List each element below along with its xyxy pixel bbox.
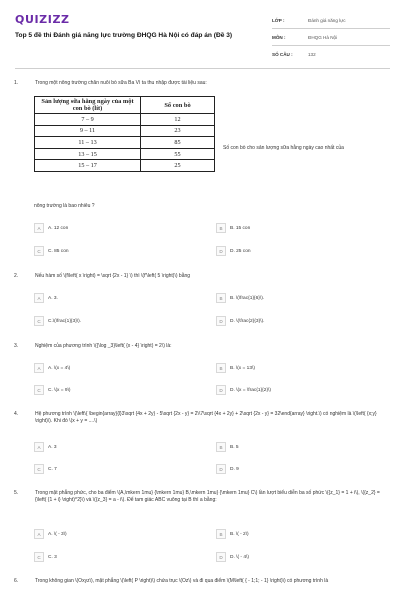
option-letter-box: C xyxy=(34,246,44,256)
option-text: C.\(\frac{1}{3}\). xyxy=(48,318,82,324)
table-cell: 23 xyxy=(141,125,215,137)
option-d[interactable] xyxy=(216,245,356,257)
table-row xyxy=(35,148,215,160)
option-text: A. 12 con xyxy=(48,225,69,231)
question-number: 1. xyxy=(14,80,19,86)
option-letter-box: C xyxy=(34,464,44,474)
option-letter-box: A xyxy=(34,442,44,452)
question-text: Nghiệm của phương trình \({\log _3}\left( {x - 4} \right) = 2\) là: xyxy=(35,343,172,349)
question-text: Trong không gian \(Oxyz\), mặt phẳng \(\left( P \right)\) chứa trục \(Oz\) và đi qua điểm \(M\left( { - 1;1; - 1} \right)\) có phương trình là xyxy=(35,578,329,584)
meta-row-class xyxy=(272,12,390,29)
quizizz-logo: QUIZIZZ xyxy=(15,13,70,26)
meta-row-subject xyxy=(272,29,390,46)
question-side-text: Số con bò cho sản lượng sữa hằng ngày cao nhất của xyxy=(223,145,344,151)
option-text: B. 5 xyxy=(230,444,239,450)
option-a[interactable] xyxy=(34,362,174,374)
option-text: A. 3 xyxy=(48,444,57,450)
option-d[interactable] xyxy=(216,315,356,327)
question-text-continued: nông trường là bao nhiêu ? xyxy=(34,203,95,209)
option-letter-box: B xyxy=(216,223,226,233)
option-text: B. \( - 2\) xyxy=(230,531,249,537)
option-text: C. 85 con xyxy=(48,248,69,254)
question-number: 4. xyxy=(14,411,19,417)
question-number: 2. xyxy=(14,273,19,279)
table-header: Số con bò xyxy=(141,97,215,114)
option-text: C. \(x = 9\) xyxy=(48,387,71,393)
option-text: D. \( - 4\) xyxy=(230,554,249,560)
meta-label: SỐ CÂU : xyxy=(272,52,293,57)
option-letter-box: D xyxy=(216,385,226,395)
option-text: D. \(\frac{2}{3}\). xyxy=(230,318,265,324)
question-number: 3. xyxy=(14,343,19,349)
question-text: Trong mặt phẳng phức, cho ba điểm \(A,\mkern 1mu} {\mkern 1mu} B,\mkern 1mu} {\mkern 1mu} C\) lần lượt biểu diễn ba số phức \({z_1} = 1 + i\), \({z_2} = {\left( {1 + i} \right)^2}\) và \({z_3} = a - i\). Để tam giác ABC vuông tại B thì a bằng: xyxy=(35,490,380,504)
option-a[interactable] xyxy=(34,441,174,453)
option-b[interactable] xyxy=(216,222,356,234)
table-row xyxy=(35,125,215,137)
option-text: A. \(x = 4\) xyxy=(48,365,71,371)
option-c[interactable] xyxy=(34,315,174,327)
table-cell: 13 – 15 xyxy=(35,148,141,160)
option-d[interactable] xyxy=(216,463,356,475)
option-letter-box: A xyxy=(34,223,44,233)
page-header xyxy=(0,0,400,66)
table-cell: 85 xyxy=(141,137,215,149)
option-text: C. 7 xyxy=(48,466,57,472)
option-letter-box: D xyxy=(216,552,226,562)
option-letter-box: B xyxy=(216,363,226,373)
option-letter-box: B xyxy=(216,442,226,452)
option-b[interactable] xyxy=(216,362,356,374)
meta-label: LỚP : xyxy=(272,17,285,23)
document-title: Top 5 đề thi Đánh giá năng lực trường ĐHQG Hà Nội có đáp án (Đề 3) xyxy=(15,32,233,39)
option-letter-box: B xyxy=(216,293,226,303)
option-text: B. \(x = 13\) xyxy=(230,365,255,371)
option-letter-box: C xyxy=(34,316,44,326)
table-cell: 15 – 17 xyxy=(35,160,141,172)
option-a[interactable] xyxy=(34,292,174,304)
table-row xyxy=(35,160,215,172)
meta-row-count xyxy=(272,46,390,63)
option-letter-box: A xyxy=(34,293,44,303)
option-text: D. \(x = \frac{1}{2}\) xyxy=(230,387,271,393)
header-divider xyxy=(15,68,390,69)
meta-value: Đánh giá năng lực xyxy=(308,17,346,23)
option-c[interactable] xyxy=(34,245,174,257)
question-text: Nếu hàm số \(f\left( x \right) = \sqrt {2x - 1} \) thì \(f'\left( 5 \right)\) bằng xyxy=(35,273,191,279)
option-text: B. \(\frac{1}{6}\). xyxy=(230,295,265,301)
table-header: Sản lượng sữa hằng ngày của một con bò (lít) xyxy=(35,97,141,114)
question-text: Hệ phương trình \(\left\{ \begin{array}{l}3\sqrt {4x + 2y} - 5\sqrt {2x - y} = 2\\7\sqrt {4x + 2y} + 2\sqrt {2x - y} = 32\end{array} \right.\) có nghiệm là \(\left( {x;y} \right)\). Khi đó \(x + y = ....\) xyxy=(35,411,377,425)
option-letter-box: C xyxy=(34,385,44,395)
option-a[interactable] xyxy=(34,222,174,234)
question-number: 6. xyxy=(14,578,19,584)
meta-value: 132 xyxy=(308,52,316,57)
option-b[interactable] xyxy=(216,528,356,540)
milk-yield-table xyxy=(34,96,215,172)
table-cell: 7 – 9 xyxy=(35,114,141,126)
option-letter-box: B xyxy=(216,529,226,539)
table-row xyxy=(35,114,215,126)
meta-label: MÔN : xyxy=(272,34,286,40)
option-letter-box: A xyxy=(34,363,44,373)
table-header-row xyxy=(35,97,215,114)
option-d[interactable] xyxy=(216,551,356,563)
option-c[interactable] xyxy=(34,463,174,475)
option-c[interactable] xyxy=(34,384,174,396)
table-row xyxy=(35,137,215,149)
table-cell: 11 – 13 xyxy=(35,137,141,149)
option-text: B. 15 con xyxy=(230,225,251,231)
option-text: C. 3 xyxy=(48,554,57,560)
option-b[interactable] xyxy=(216,441,356,453)
option-text: A. 3. xyxy=(48,295,58,301)
option-letter-box: D xyxy=(216,464,226,474)
table-cell: 25 xyxy=(141,160,215,172)
option-text: A. \( - 3\) xyxy=(48,531,67,537)
option-a[interactable] xyxy=(34,528,174,540)
meta-value: ĐHQG Hà Nội xyxy=(308,34,338,40)
option-text: D. 9 xyxy=(230,466,239,472)
question-number: 5. xyxy=(14,490,19,496)
table-cell: 55 xyxy=(141,148,215,160)
option-b[interactable] xyxy=(216,292,356,304)
option-letter-box: D xyxy=(216,316,226,326)
table-cell: 9 – 11 xyxy=(35,125,141,137)
option-d[interactable] xyxy=(216,384,356,396)
question-text: Trong một nông trường chăn nuôi bò sữa Ba Vì ta thu nhập được tài liệu sau: xyxy=(35,80,207,86)
meta-info xyxy=(272,12,390,63)
table-cell: 12 xyxy=(141,114,215,126)
option-text: D. 25 con xyxy=(230,248,251,254)
option-c[interactable] xyxy=(34,551,174,563)
option-letter-box: A xyxy=(34,529,44,539)
option-letter-box: C xyxy=(34,552,44,562)
option-letter-box: D xyxy=(216,246,226,256)
